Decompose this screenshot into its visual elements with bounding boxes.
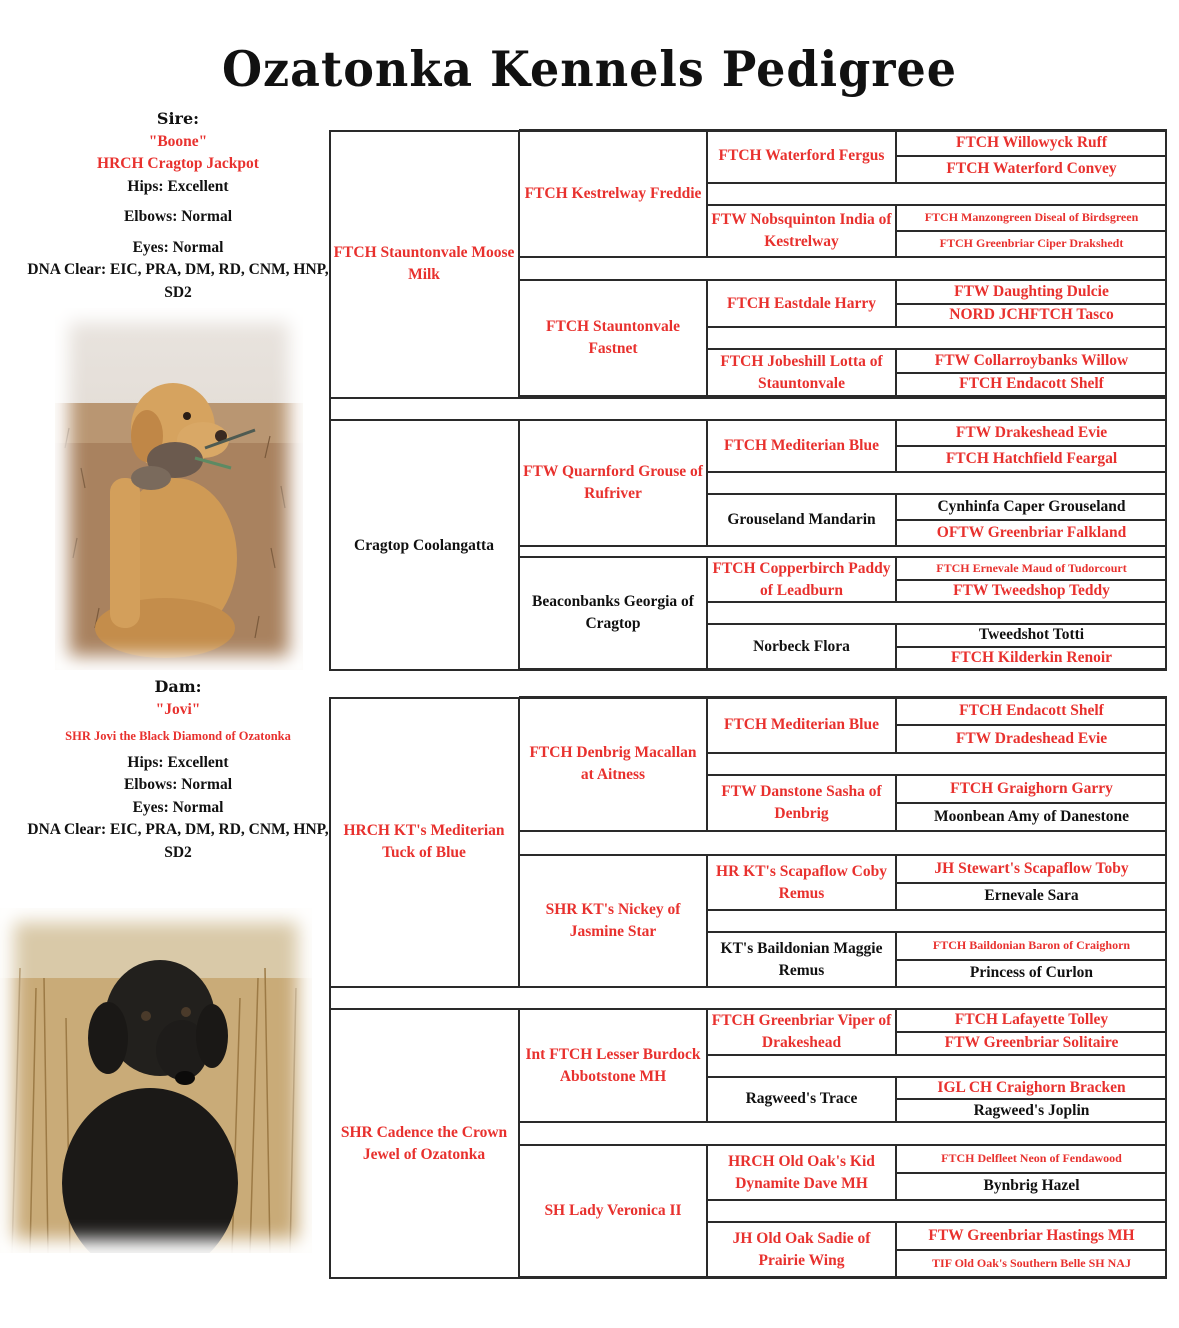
dam-dna: DNA Clear: EIC, PRA, DM, RD, CNM, HNP, SD2 <box>27 821 329 861</box>
great-grandparent-cell: Ragweed's Trace <box>745 1090 858 1108</box>
great-great-grandparent-cell: FTCH Endacott Shelf <box>959 375 1104 393</box>
great-great-grandparent-cell: FTW Drakeshead Evie <box>955 424 1108 441</box>
sire-call-name: "Boone" <box>148 132 208 150</box>
sire-eyes: Eyes: Normal <box>132 238 224 256</box>
great-great-grandparent-cell: FTCH Greenbriar Ciper Drakshedt <box>939 236 1124 251</box>
great-great-grandparent-cell: NORD JCHFTCH Tasco <box>949 306 1114 324</box>
sire-dna: DNA Clear: EIC, PRA, DM, RD, CNM, HNP, SD2 <box>27 261 329 301</box>
grandparent-cell: FTCH Stauntonvale Fastnet <box>546 318 680 357</box>
dam-call-name: "Jovi" <box>155 700 201 718</box>
great-great-grandparent-cell: FTCH Delfleet Neon of Fendawood <box>941 1151 1122 1166</box>
sire-reg-name: HRCH Cragtop Jackpot <box>97 155 259 172</box>
sire-heading: Sire: <box>156 109 200 128</box>
sire-elbows: Elbows: Normal <box>123 208 233 225</box>
dam-reg-name: SHR Jovi the Black Diamond of Ozatonka <box>65 729 291 743</box>
great-great-grandparent-cell: OFTW Greenbriar Falkland <box>936 524 1127 541</box>
dam-eyes: Eyes: Normal <box>132 798 224 816</box>
parent-cell: HRCH KT's Mediterian Tuck of Blue <box>343 822 505 861</box>
great-great-grandparent-cell: FTCH Manzongreen Diseal of Birdsgreen <box>924 210 1139 225</box>
great-great-grandparent-cell: IGL CH Craighorn Bracken <box>937 1078 1126 1096</box>
great-grandparent-cell: FTCH Eastdale Harry <box>727 294 876 312</box>
great-great-grandparent-cell: FTW Greenbriar Hastings MH <box>928 1226 1135 1244</box>
dam-hips: Hips: Excellent <box>127 753 229 771</box>
parent-cell: SHR Cadence the Crown Jewel of Ozatonka <box>340 1124 508 1163</box>
great-great-grandparent-cell: FTCH Endacott Shelf <box>959 702 1104 719</box>
grandparent-cell: FTCH Kestrelway Freddie <box>524 184 702 202</box>
great-great-grandparent-cell: FTCH Waterford Convey <box>946 160 1117 178</box>
great-grandparent-cell: FTCH Greenbriar Viper of Drakeshead <box>711 1011 892 1051</box>
great-great-grandparent-cell: Princess of Curlon <box>969 964 1094 982</box>
great-great-grandparent-cell: FTCH Baildonian Baron of Craighorn <box>932 938 1131 953</box>
great-great-grandparent-cell: Moonbean Amy of Danestone <box>933 808 1130 825</box>
page-title: Ozatonka Kennels Pedigree <box>221 40 958 98</box>
grandparent-cell: FTW Quarnford Grouse of Rufriver <box>523 463 703 502</box>
parent-cell: FTCH Stauntonvale Moose Milk <box>333 244 515 283</box>
great-grandparent-cell: HRCH Old Oak's Kid Dynamite Dave MH <box>728 1152 875 1192</box>
great-grandparent-cell: FTCH Copperbirch Paddy of Leadburn <box>712 559 891 599</box>
great-grandparent-cell: FTW Nobsquinton India of Kestrelway <box>711 210 892 250</box>
great-grandparent-cell: FTCH Mediterian Blue <box>724 716 879 733</box>
great-great-grandparent-cell: JH Stewart's Scapaflow Toby <box>934 859 1129 877</box>
sire-hips: Hips: Excellent <box>127 177 229 195</box>
grandparent-cell: Beaconbanks Georgia of Cragtop <box>532 593 694 632</box>
great-great-grandparent-cell: FTCH Ernevale Maud of Tudorcourt <box>936 560 1127 575</box>
great-grandparent-cell: FTCH Mediterian Blue <box>724 437 879 454</box>
great-great-grandparent-cell: FTW Dradeshead Evie <box>955 730 1108 747</box>
sire-photo <box>55 308 303 670</box>
dam-pedigree-grid <box>329 697 1167 1279</box>
great-grandparent-cell: FTCH Jobeshill Lotta of Stauntonvale <box>720 352 883 392</box>
great-great-grandparent-cell: Cynhinfa Caper Grouseland <box>937 498 1126 515</box>
grandparent-cell: SH Lady Veronica II <box>544 1202 682 1219</box>
great-great-grandparent-cell: Tweedshot Totti <box>978 626 1085 644</box>
great-great-grandparent-cell: TIF Old Oak's Southern Belle SH NAJ <box>932 1255 1131 1270</box>
great-great-grandparent-cell: FTW Daughting Dulcie <box>954 282 1109 300</box>
great-grandparent-cell: Grouseland Mandarin <box>727 511 876 528</box>
parent-cell: Cragtop Coolangatta <box>354 536 494 554</box>
dam-elbows: Elbows: Normal <box>123 776 233 793</box>
sire-pedigree-grid <box>329 130 1167 671</box>
great-great-grandparent-cell: Ragweed's Joplin <box>973 1101 1090 1119</box>
great-great-grandparent-cell: FTW Tweedshop Teddy <box>953 581 1110 599</box>
great-grandparent-cell: FTW Danstone Sasha of Denbrig <box>721 783 882 822</box>
great-great-grandparent-cell: FTW Collarroybanks Willow <box>934 351 1129 369</box>
great-grandparent-cell: FTCH Waterford Fergus <box>718 147 885 165</box>
dam-info <box>20 676 336 864</box>
great-grandparent-cell: HR KT's Scapaflow Coby Remus <box>716 862 887 902</box>
grandparent-cell: FTCH Denbrig Macallan at Aitness <box>529 744 697 783</box>
great-great-grandparent-cell: FTCH Hatchfield Feargal <box>945 450 1118 467</box>
great-great-grandparent-cell: FTCH Graighorn Garry <box>950 780 1113 797</box>
great-great-grandparent-cell: Ernevale Sara <box>984 887 1079 905</box>
great-grandparent-cell: JH Old Oak Sadie of Prairie Wing <box>732 1229 871 1269</box>
great-grandparent-cell: Norbeck Flora <box>753 637 850 655</box>
dam-heading: Dam: <box>154 677 202 696</box>
grandparent-cell: SHR KT's Nickey of Jasmine Star <box>545 901 681 940</box>
sire-info <box>20 108 336 304</box>
great-great-grandparent-cell: FTCH Kilderkin Renoir <box>950 648 1113 666</box>
great-great-grandparent-cell: FTCH Willowyck Ruff <box>956 134 1107 152</box>
grandparent-cell: Int FTCH Lesser Burdock Abbotstone MH <box>525 1045 701 1085</box>
great-great-grandparent-cell: FTW Greenbriar Solitaire <box>944 1034 1119 1052</box>
dam-photo <box>0 908 312 1253</box>
great-great-grandparent-cell: FTCH Lafayette Tolley <box>954 1011 1109 1029</box>
great-great-grandparent-cell: Bynbrig Hazel <box>983 1177 1080 1195</box>
great-grandparent-cell: KT's Baildonian Maggie Remus <box>720 939 883 979</box>
